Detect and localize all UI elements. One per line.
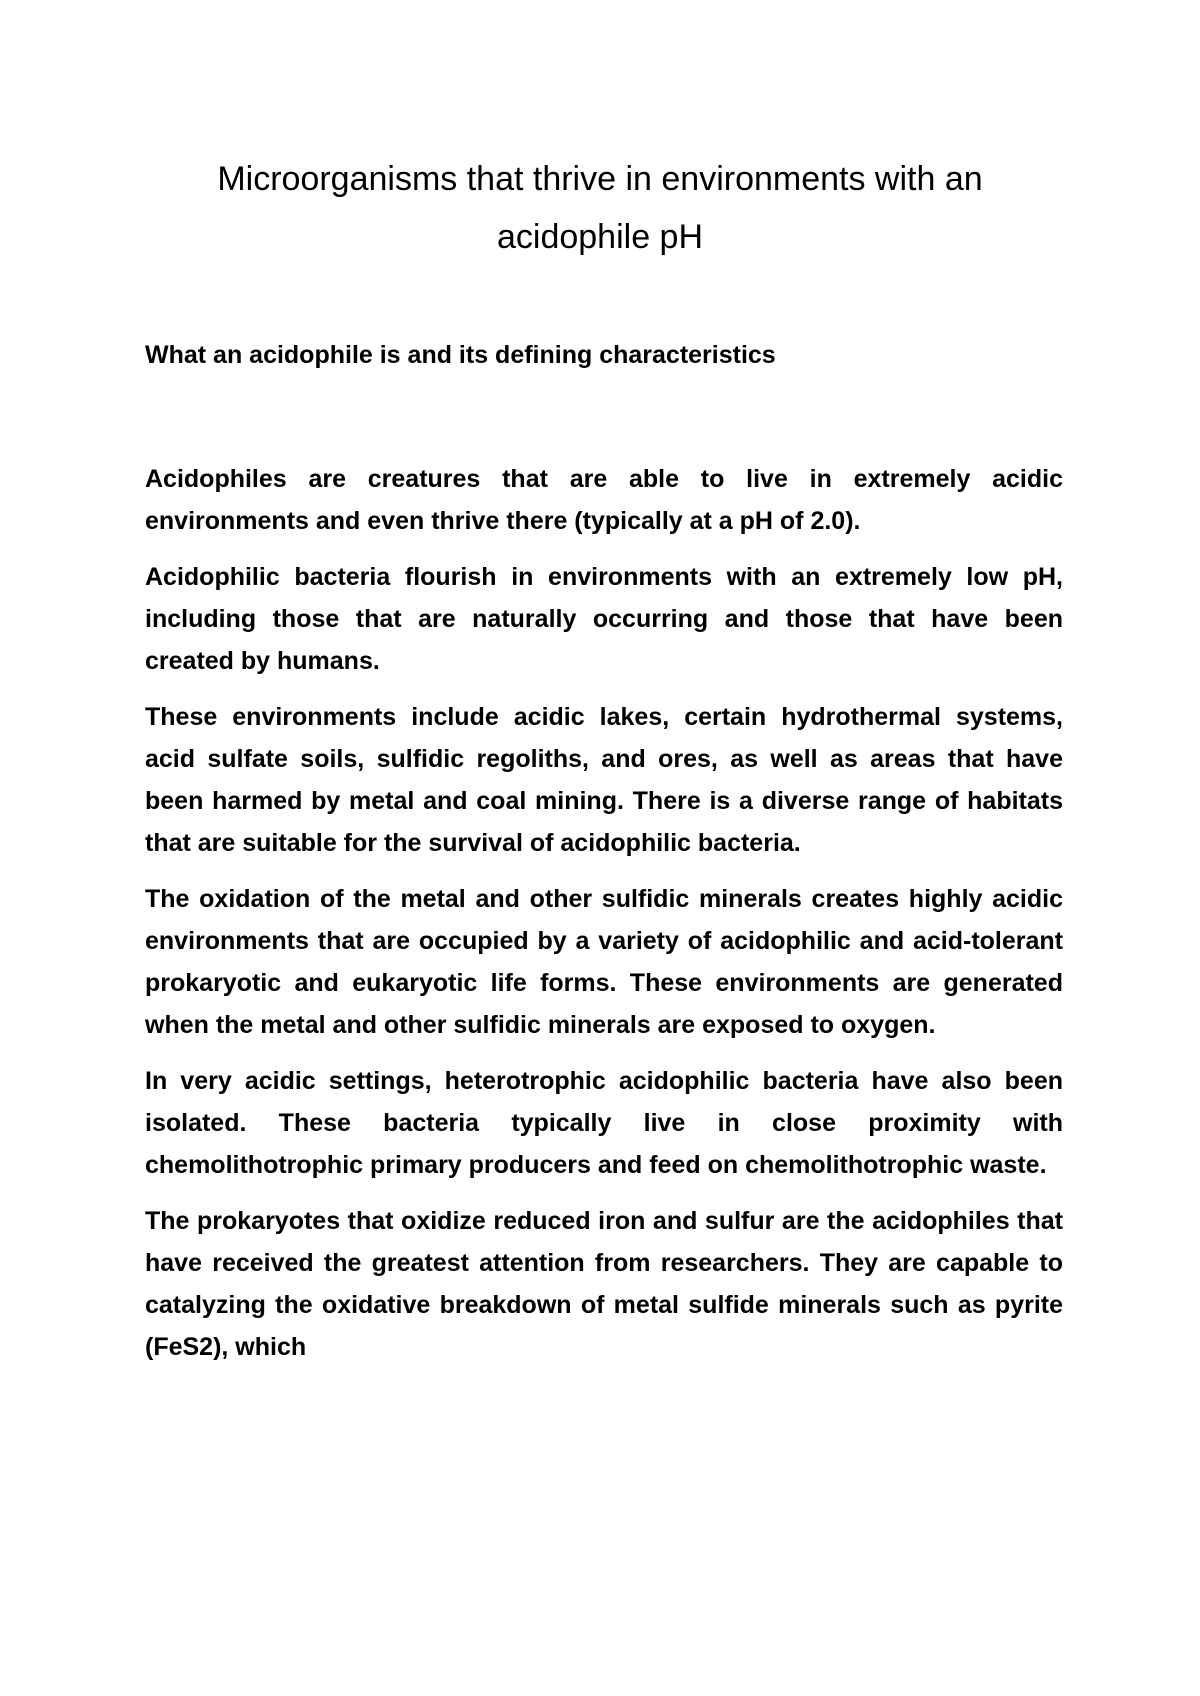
paragraph: Acidophiles are creatures that are able to live in extremely acidic environments and even thrive there (typically at a pH of 2.0). — [145, 465, 1063, 535]
body-text — [145, 458, 1063, 1382]
paragraph: Acidophilic bacteria flourish in environments with an extremely low pH, including those that are naturally occurring and those that have been created by humans. — [145, 563, 1063, 675]
paragraph: The prokaryotes that oxidize reduced iron and sulfur are the acidophiles that have received the greatest attention from researchers. They are capable to catalyzing the oxidative breakdown of metal sulfide minerals such as pyrite (FeS2), which — [145, 1207, 1063, 1361]
paragraph: These environments include acidic lakes, certain hydrothermal systems, acid sulfate soils, sulfidic regoliths, and ores, as well as areas that have been harmed by metal and coal mining. There is a diverse range of habitats that are suitable for the survival of acidophilic bacteria. — [145, 703, 1063, 857]
section-heading: What an acidophile is and its defining characteristics — [145, 341, 776, 369]
document-title: Microorganisms that thrive in environments with an acidophile pH — [217, 160, 983, 256]
paragraph: In very acidic settings, heterotrophic acidophilic bacteria have also been isolated. These bacteria typically live in close proximity with chemolithotrophic primary producers and feed on chemolithotrophic waste. — [145, 1067, 1063, 1179]
paragraph: The oxidation of the metal and other sulfidic minerals creates highly acidic environments that are occupied by a variety of acidophilic and acid-tolerant prokaryotic and eukaryotic life forms. These environments are generated when the metal and other sulfidic minerals are exposed to oxygen. — [145, 885, 1063, 1039]
